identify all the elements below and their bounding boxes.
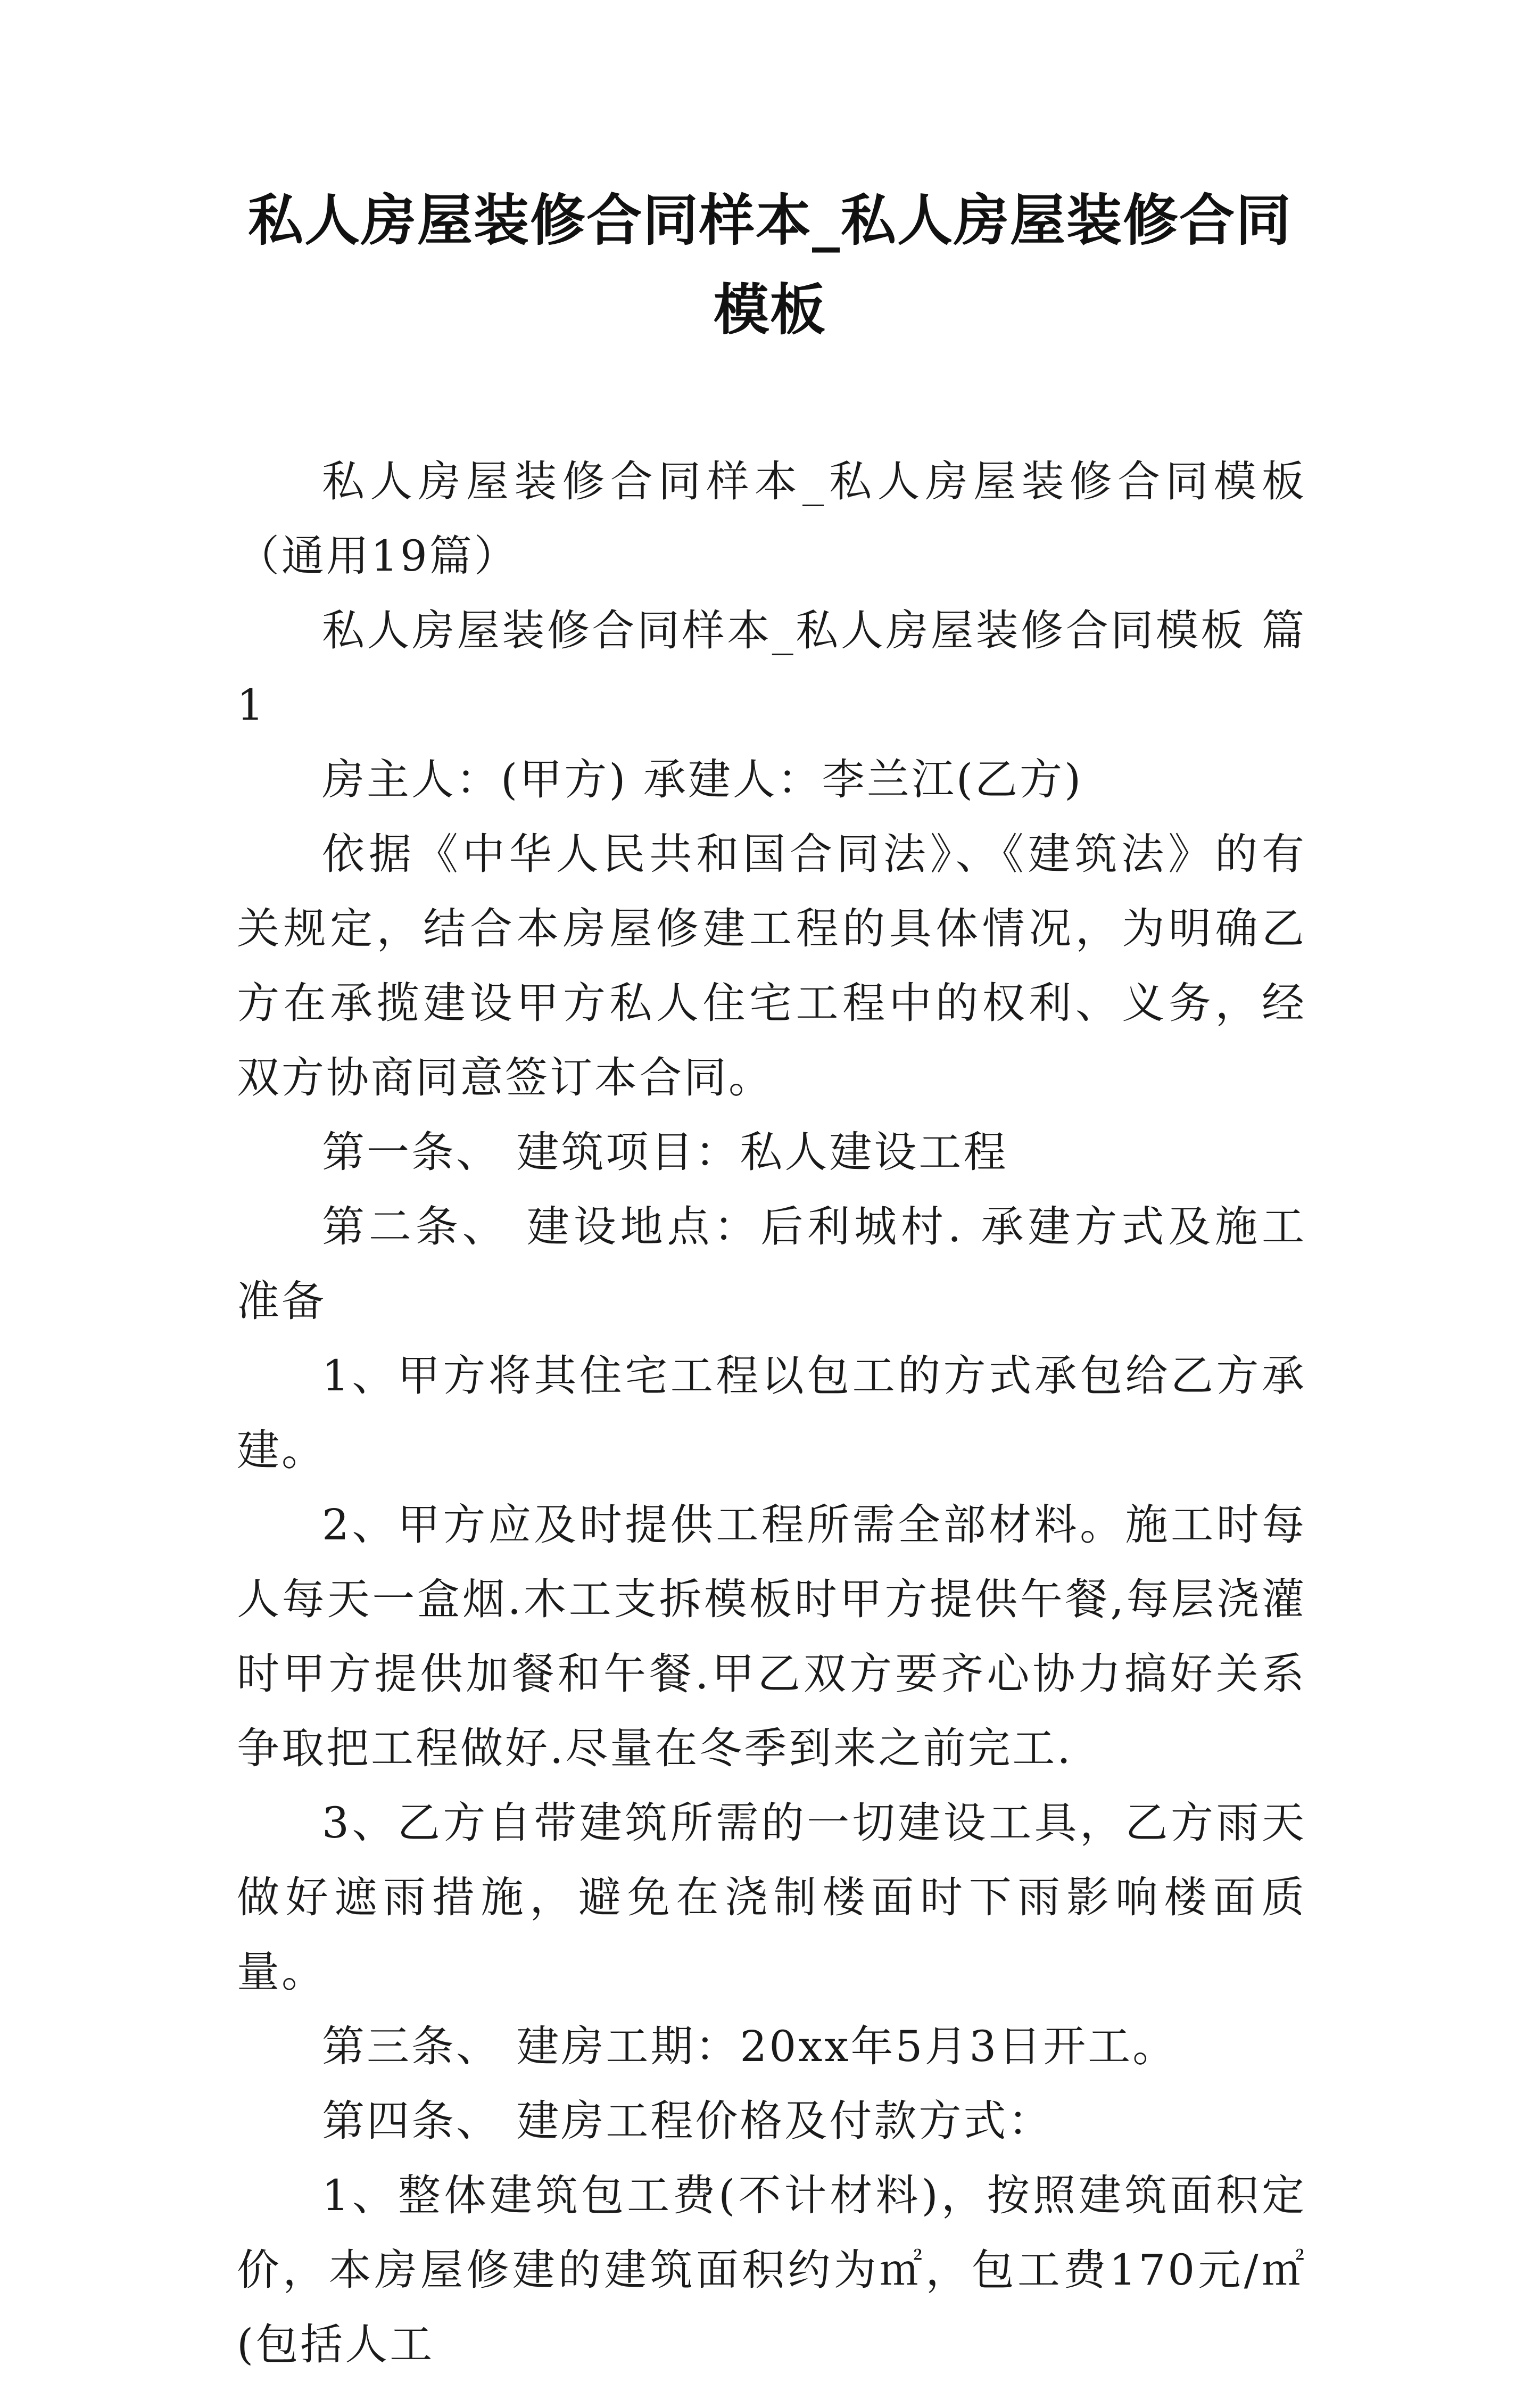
paragraph-article-4: 第四条、 建房工程价格及付款方式： bbox=[322, 2096, 1053, 2146]
paragraph-subtitle: 私人房屋装修合同样本_私人房屋装修合同模板（通用19篇） bbox=[237, 457, 1306, 581]
paragraph-section-heading: 私人房屋装修合同样本_私人房屋装修合同模板 篇1 bbox=[237, 606, 1306, 730]
paragraph-clause-2: 2、甲方应及时提供工程所需全部材料。施工时每人每天一盒烟.木工支拆模板时甲方提供午餐,每层浇灌时甲方提供加餐和午餐.甲乙双方要齐心协力搞好关系争取把工程做好.尽量在冬季到来之前完工. bbox=[237, 1500, 1306, 1773]
document-body bbox=[237, 444, 1306, 2382]
document-title: 私人房屋装修合同样本_私人房屋装修合同模板 bbox=[247, 187, 1292, 342]
paragraph-preamble: 依据《中华人民共和国合同法》、《建筑法》的有关规定，结合本房屋修建工程的具体情况，为明确乙方在承揽建设甲方私人住宅工程中的权利、义务，经双方协商同意签订本合同。 bbox=[237, 829, 1306, 1102]
paragraph-article-1: 第一条、 建筑项目：私人建设工程 bbox=[322, 1127, 1008, 1177]
paragraph-payment-clause-1: 1、整体建筑包工费(不计材料)，按照建筑面积定价，本房屋修建的建筑面积约为㎡，包工费170元/㎡(包括人工 bbox=[237, 2171, 1306, 2369]
paragraph-article-2: 第二条、 建设地点：后利城村. 承建方式及施工准备 bbox=[237, 1202, 1306, 1326]
paragraph-parties: 房主人：(甲方) 承建人：李兰江(乙方) bbox=[322, 755, 1083, 804]
paragraph-clause-3: 3、乙方自带建筑所需的一切建设工具，乙方雨天做好遮雨措施，避免在浇制楼面时下雨影响楼面质量。 bbox=[237, 1798, 1306, 1997]
paragraph-clause-1: 1、甲方将其住宅工程以包工的方式承包给乙方承建。 bbox=[237, 1351, 1306, 1475]
paragraph-article-3: 第三条、 建房工期：20xx年5月3日开工。 bbox=[322, 2022, 1178, 2071]
